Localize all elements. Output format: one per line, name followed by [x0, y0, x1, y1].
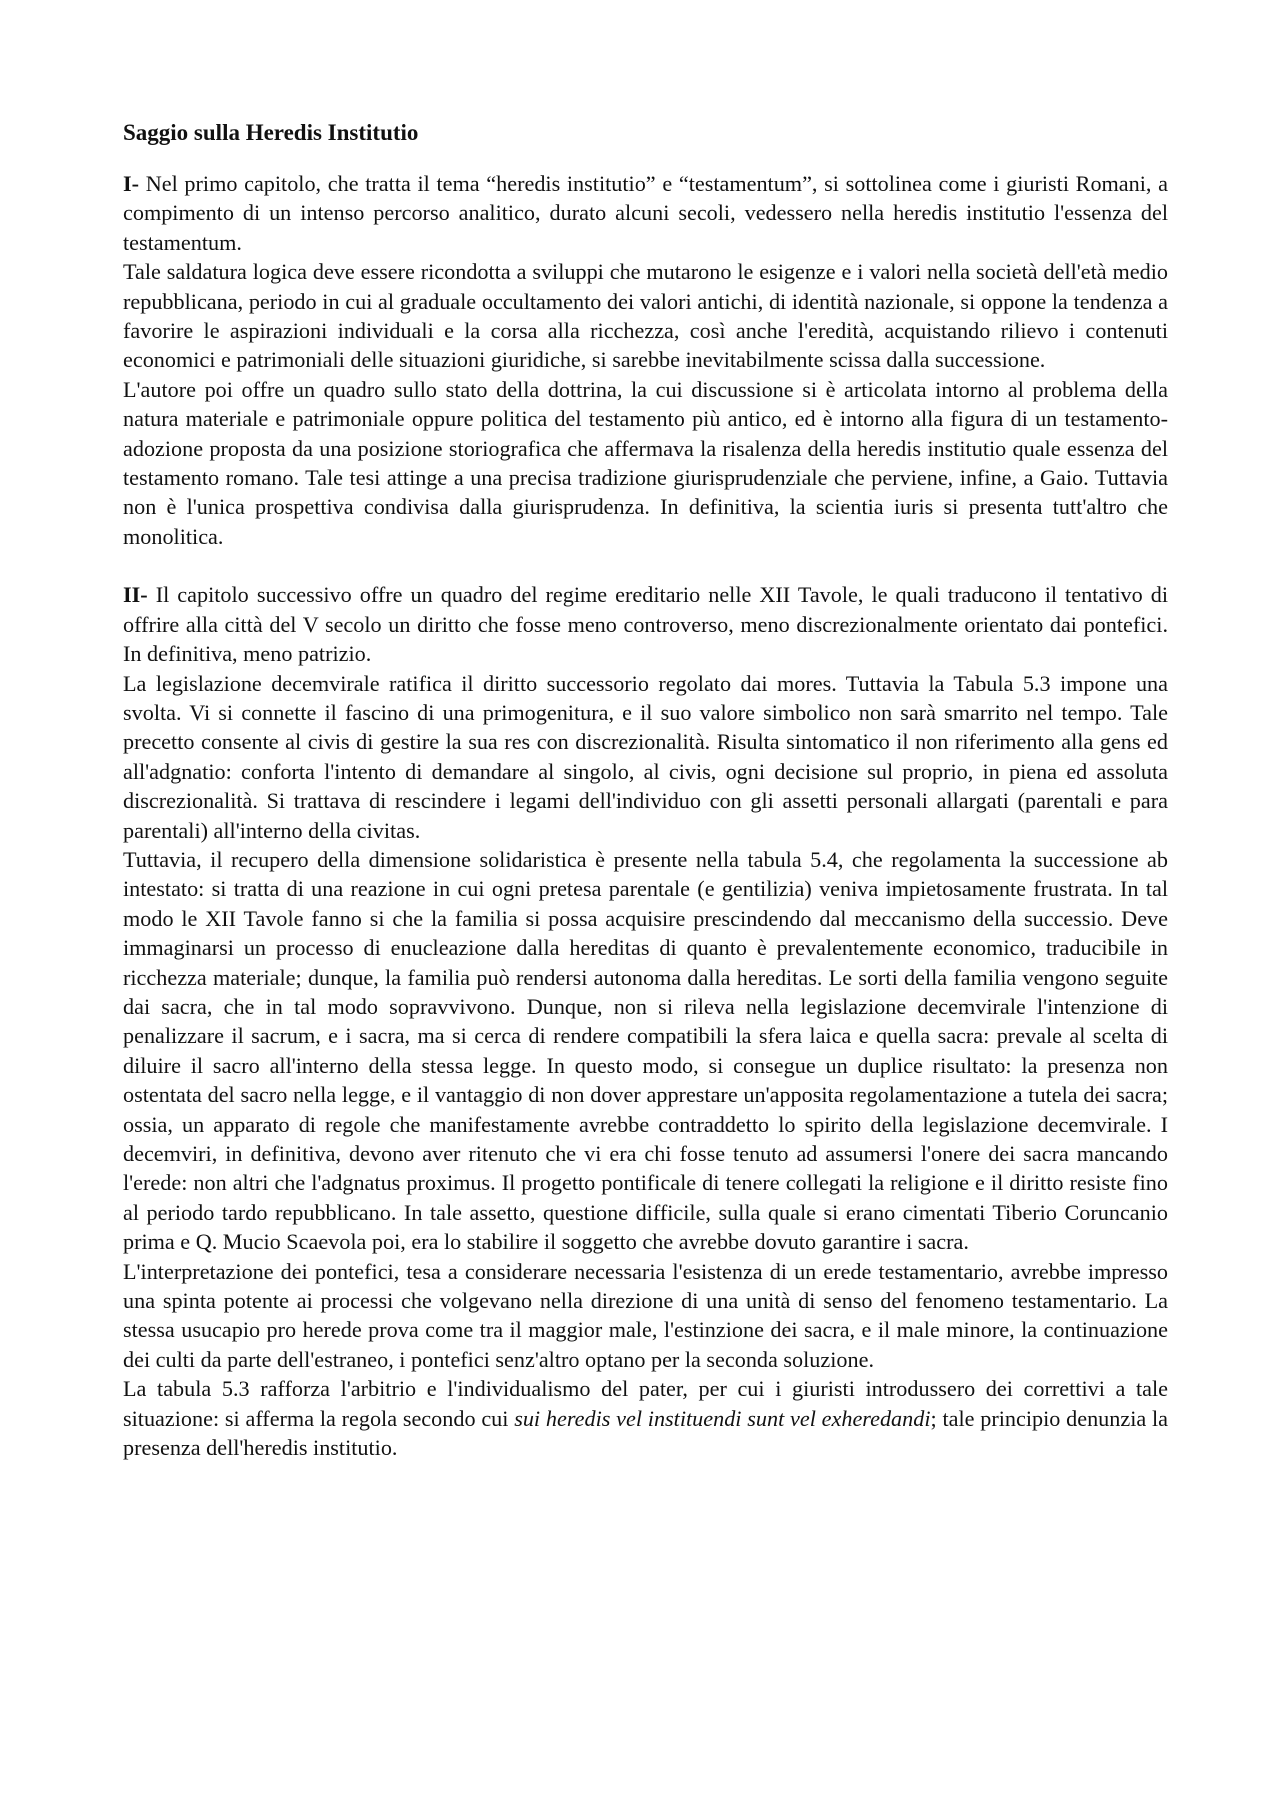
section-1-paragraph-3: L'autore poi offre un quadro sullo stato della dottrina, la cui discussione si è articolata intorno al problema della natura materiale e patrimoniale oppure politica del testamento più antico, ed è intorno alla figura di un testamento-adozione proposta da una posizione storiografica che affermava la risalenza della heredis institutio quale essenza del testamento romano. Tale tesi attinge a una precisa tradizione giurisprudenziale che perviene, infine, a Gaio. Tuttavia non è l'unica prospettiva condivisa dalla giurisprudenza. In definitiva, la scientia iuris si presenta tutt'altro che monolitica.	[123, 376, 1168, 549]
section-1-paragraph-1	[123, 169, 1168, 257]
document-page	[123, 118, 1168, 1462]
latin-rule-quote: sui heredis vel instituendi sunt vel exheredandi	[514, 1405, 931, 1431]
section-1-paragraph-2: Tale saldatura logica deve essere ricondotta a sviluppi che mutarono le esigenze e i valori nella società dell'età medio repubblicana, periodo in cui al graduale occultamento dei valori antichi, di identità nazionale, si oppone la tendenza a favorire le aspirazioni individuali e la corsa alla ricchezza, così anche l'eredità, acquistando rilievo i contenuti economici e patrimoniali delle situazioni giuridiche, si sarebbe inevitabilmente scissa dalla successione.	[123, 259, 1168, 373]
document-title: Saggio sulla Heredis Institutio	[123, 120, 419, 145]
section-2-paragraph-1-text: Il capitolo successivo offre un quadro del regime ereditario nelle XII Tavole, le quali traducono il tentativo di offrire alla città del V secolo un diritto che fosse meno controverso, meno discrezionalmente orientato dai pontefici. In definitiva, meno patrizio.	[123, 582, 1168, 667]
section-2-paragraph-5-text-after: ; tale principio denunzia la presenza dell'heredis institutio.	[123, 1405, 1169, 1461]
section-2-paragraph-3: Tuttavia, il recupero della dimensione solidaristica è presente nella tabula 5.4, che regolamenta la successione ab intestato: si tratta di una reazione in cui ogni pretesa parentale (e gentilizia) veniva impietosamente frustrata. In tal modo le XII Tavole fanno si che la familia si possa acquisire prescindendo dal meccanismo della successio. Deve immaginarsi un processo di enucleazione dalla hereditas di quanto è prevalentemente economico, traducibile in ricchezza materiale; dunque, la familia può rendersi autonoma dalla hereditas. Le sorti della familia vengono seguite dai sacra, che in tal modo sopravvivono. Dunque, non si rileva nella legislazione decemvirale l'intenzione di penalizzare il sacrum, e i sacra, ma si cerca di rendere compatibili la sfera laica e quella sacra: prevale al scelta di diluire il sacro all'interno della stessa legge. In questo modo, si consegue un duplice risultato: la presenza non ostentata del sacro nella legge, e il vantaggio di non dover apprestare un'apposita regolamentazione a tutela dei sacra; ossia, un apparato di regole che manifestamente avrebbe contraddetto lo spirito della legislazione decemvirale. I decemviri, in definitiva, devono aver ritenuto che vi era chi fosse tenuto ad assumersi l'onere dei sacra mancando l'erede: non altri che l'adgnatus proximus. Il progetto pontificale di tenere collegati la religione e il diritto resiste fino al periodo tardo repubblicano. In tale assetto, questione difficile, sulla quale si erano cimentati Tiberio Coruncanio prima e Q. Mucio Scaevola poi, era lo stabilire il soggetto che avrebbe dovuto garantire i sacra.	[123, 846, 1168, 1255]
section-2-paragraph-5	[123, 1374, 1168, 1462]
section-2-paragraph-2: La legislazione decemvirale ratifica il diritto successorio regolato dai mores. Tuttavia la Tabula 5.3 impone una svolta. Vi si connette il fascino di una primogenitura, e il suo valore simbolico non sarà smarrito nel tempo. Tale precetto consente al civis di gestire la sua res con discrezionalità. Risulta sintomatico il non riferimento alla gens ed all'adgnatio: conforta l'intento di demandare al singolo, al civis, ogni decisione sul proprio, in piena ed assoluta discrezionalità. Si trattava di rescindere i legami dell'individuo con gli assetti personali allargati (parentali e para parentali) all'interno della civitas.	[123, 670, 1168, 843]
section-2-paragraph-5-text-before: La tabula 5.3 rafforza l'arbitrio e l'individualismo del pater, per cui i giuristi introdussero dei correttivi a tale situazione: si afferma la regola secondo cui	[123, 1376, 1168, 1431]
section-2-paragraph-4: L'interpretazione dei pontefici, tesa a considerare necessaria l'esistenza di un erede testamentario, avrebbe impresso una spinta potente ai processi che volgevano nella direzione di una unità di senso del fenomeno testamentario. La stessa usucapio pro herede prova come tra il maggior male, l'estinzione dei sacra, e il male minore, la continuazione dei culti da parte dell'estraneo, i pontefici senz'altro optano per la seconda soluzione.	[123, 1258, 1168, 1372]
section-1-marker: I-	[123, 171, 140, 196]
section-2-paragraph-1	[123, 580, 1168, 668]
section-2-marker: II-	[123, 582, 148, 608]
section-1-paragraph-1-text: Nel primo capitolo, che tratta il tema “heredis institutio” e “testamentum”, si sottolinea come i giuristi Romani, a compimento di un intenso percorso analitico, durato alcuni secoli, vedessero nella heredis institutio l'essenza del testamentum.	[123, 171, 1168, 255]
section-divider	[123, 551, 1168, 580]
